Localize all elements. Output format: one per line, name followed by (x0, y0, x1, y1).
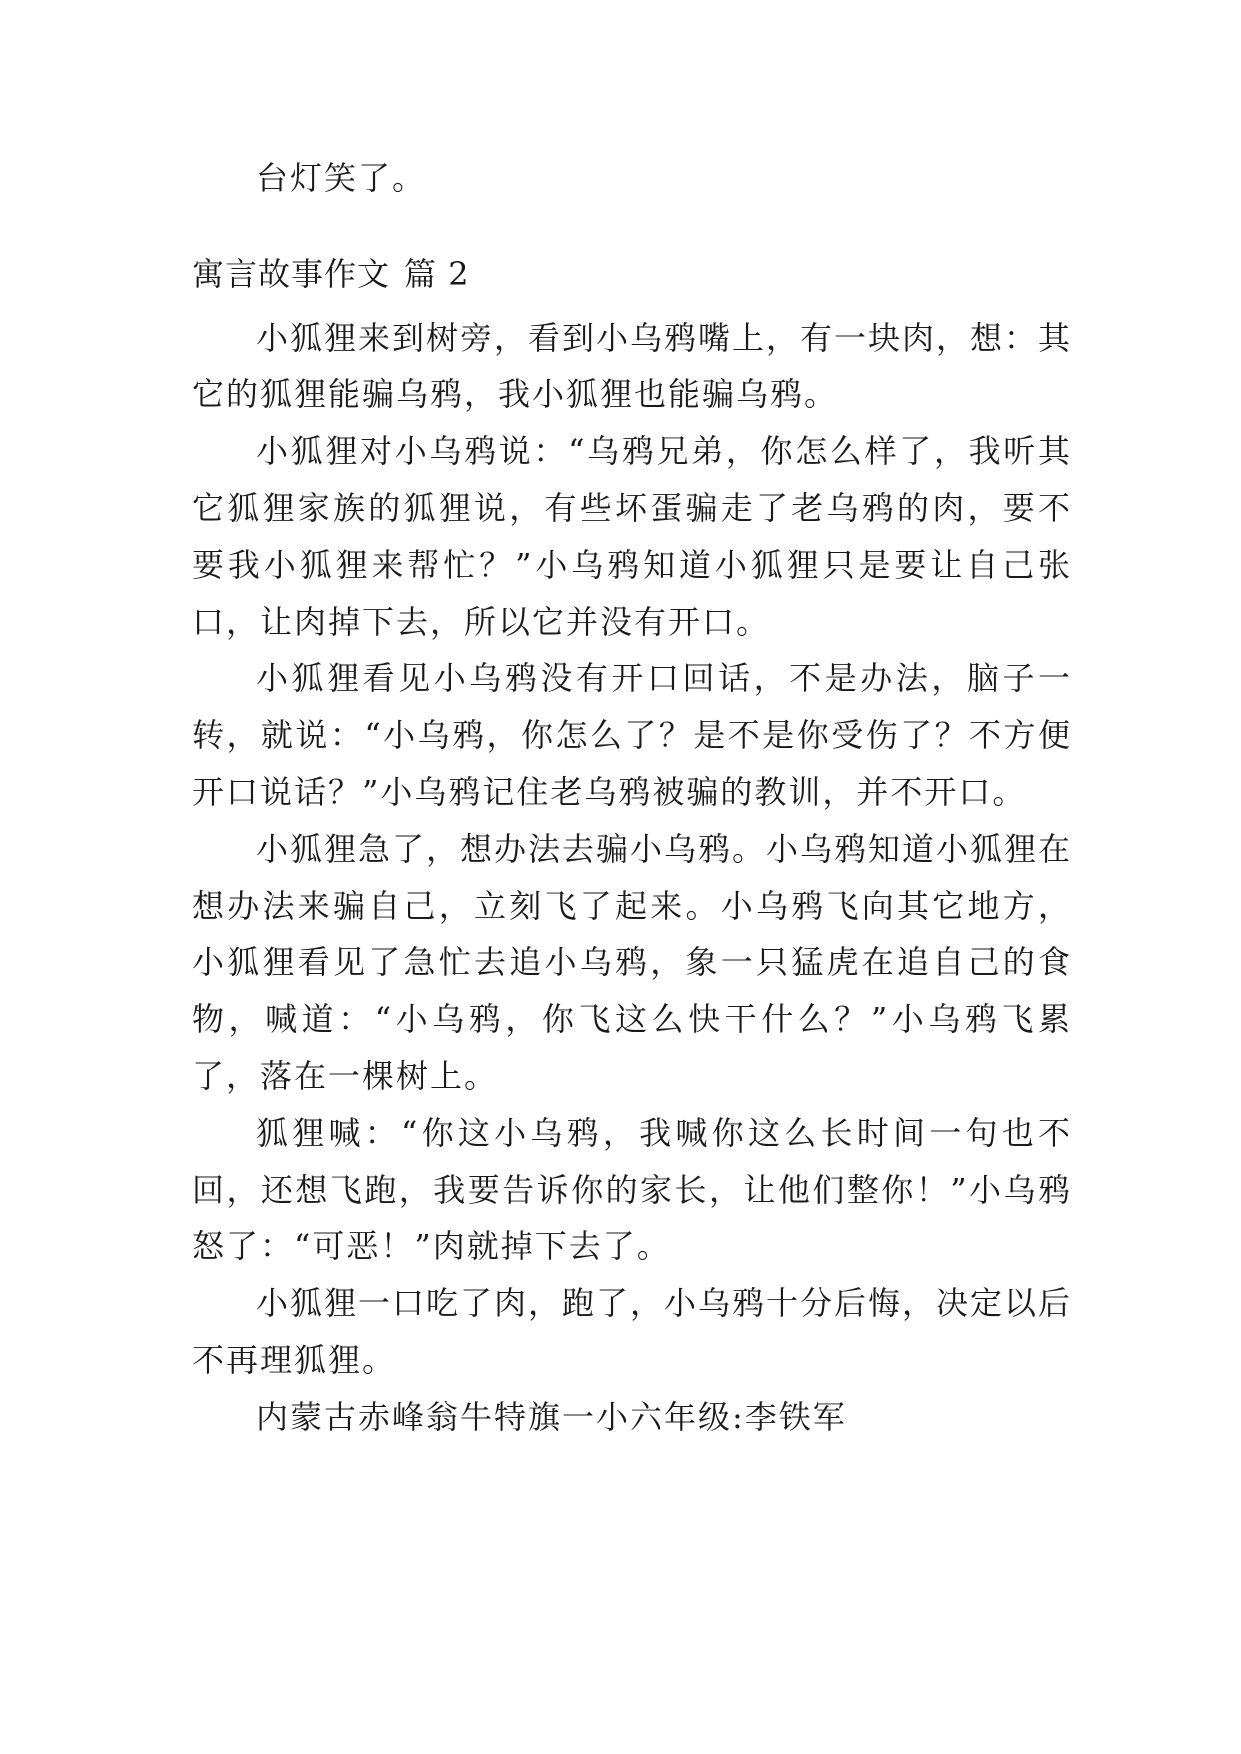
document-body (192, 150, 1072, 1446)
intro-paragraph: 台灯笑了。 (256, 159, 427, 197)
story-paragraph-2: 小狐狸对小乌鸦说：“乌鸦兄弟，你怎么样了，我听其它狐狸家族的狐狸说，有些坏蛋骗走了老乌鸦的肉，要不要我小狐狸来帮忙？”小乌鸦知道小狐狸只是要让自己张口，让肉掉下去，所以它并没有开口。 (192, 432, 1072, 641)
section-title: 寓言故事作文 (192, 254, 391, 293)
story-paragraph-5: 狐狸喊：“你这小乌鸦，我喊你这么长时间一句也不回，还想飞跑，我要告诉你的家长，让他们整你！”小乌鸦怒了：“可恶！”肉就掉下去了。 (192, 1113, 1072, 1266)
author-line: 内蒙古赤峰翁牛特旗一小六年级:李铁军 (256, 1397, 847, 1436)
story-paragraph-3: 小狐狸看见小乌鸦没有开口回话，不是办法，脑子一转，就说：“小乌鸦，你怎么了？是不是你受伤了？不方便开口说话？”小乌鸦记住老乌鸦被骗的教训，并不开口。 (192, 659, 1072, 811)
section-number: 篇 2 (404, 254, 470, 293)
section-heading (192, 246, 1072, 303)
story-paragraph-6: 小狐狸一口吃了肉，跑了，小乌鸦十分后悔，决定以后不再理狐狸。 (192, 1284, 1073, 1379)
story-paragraph-4: 小狐狸急了，想办法去骗小乌鸦。小乌鸦知道小狐狸在想办法来骗自己，立刻飞了起来。小乌鸦飞向其它地方，小狐狸看见了急忙去追小乌鸦，象一只猛虎在追自己的食物，喊道：“小乌鸦，你飞这么快干什么？”小乌鸦飞累了，落在一棵树上。 (192, 829, 1073, 1095)
story-paragraph-1: 小狐狸来到树旁，看到小乌鸦嘴上，有一块肉，想：其它的狐狸能骗乌鸦，我小狐狸也能骗乌鸦。 (192, 318, 1073, 414)
